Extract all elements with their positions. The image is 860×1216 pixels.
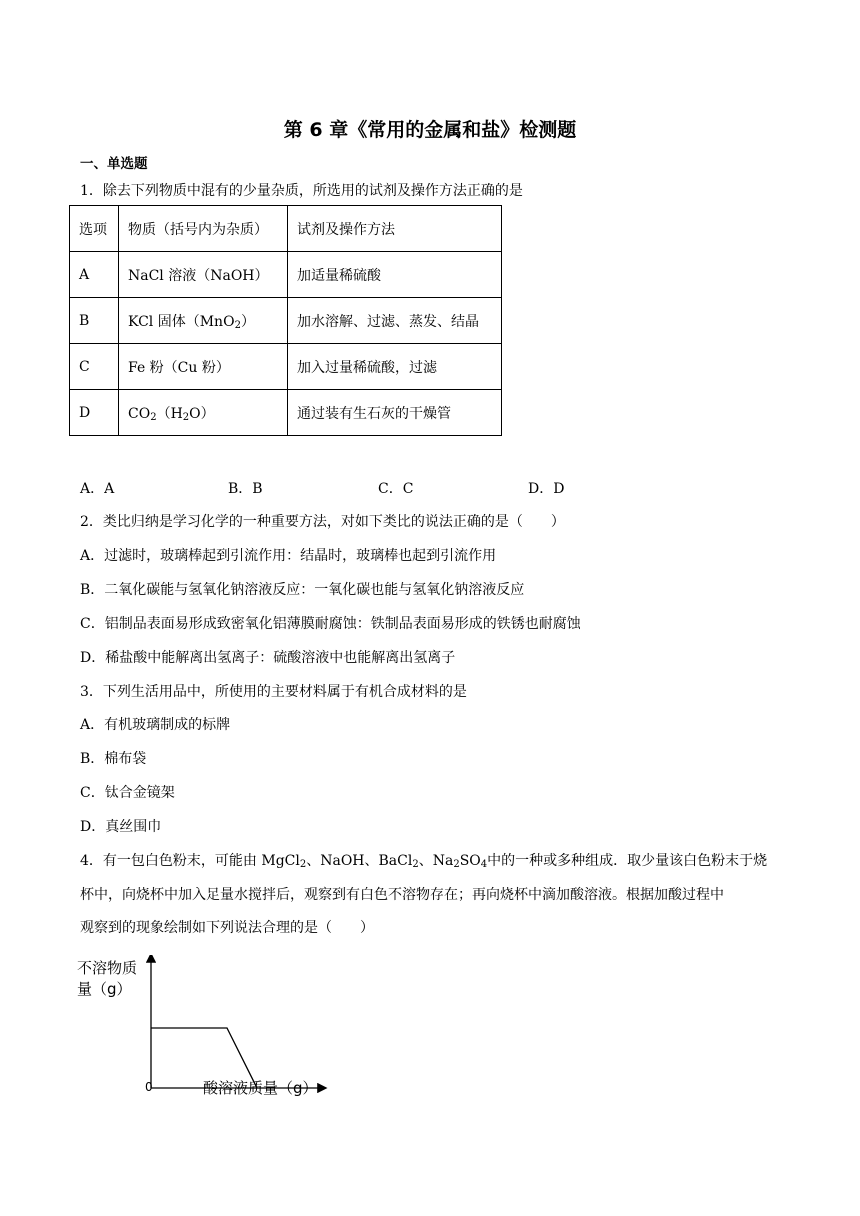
formula-text: O）: [189, 405, 215, 422]
x-axis-label: 酸溶液质量（g）: [203, 1079, 318, 1097]
table-cell: Fe 粉（Cu 粉）: [119, 344, 288, 390]
table-row: [70, 344, 502, 390]
q4-text: 、NaOH、BaCl: [306, 853, 413, 869]
answer-option-d: D．D: [528, 481, 565, 497]
subscript: 2: [412, 859, 419, 870]
q1-table: [69, 205, 502, 436]
subscript: 2: [182, 411, 190, 423]
table-cell: [119, 298, 288, 344]
table-header-cell: 选项: [70, 206, 119, 252]
table-cell: [119, 390, 288, 436]
q2-stem: 2．类比归纳是学习化学的一种重要方法，对如下类比的说法正确的是（ ）: [80, 514, 565, 530]
subscript: 2: [453, 859, 460, 870]
table-cell: 通过装有生石灰的干燥管: [288, 390, 502, 436]
answer-option-b: B．B: [228, 481, 263, 497]
q2-option-a: A．过滤时，玻璃棒起到引流作用：结晶时，玻璃棒也起到引流作用: [80, 548, 497, 564]
q4-text: SO: [459, 853, 481, 869]
table-cell: B: [70, 298, 119, 344]
q3-option-b: B．棉布袋: [80, 751, 147, 767]
formula-text: CO: [128, 405, 151, 422]
q4-stem-line2: 杯中，向烧杯中加入足量水搅拌后，观察到有白色不溶物存在；再向烧杯中滴加酸溶液。根据加酸过程中: [80, 887, 724, 903]
q3-option-d: D．真丝围巾: [80, 819, 162, 835]
subscript: 4: [480, 859, 488, 870]
answer-option-a: A．A: [80, 481, 115, 497]
subscript: 2: [150, 411, 157, 423]
q2-option-b: B．二氧化碳能与氢氧化钠溶液反应：一氧化碳也能与氢氧化钠溶液反应: [80, 582, 525, 598]
table-header-cell: 物质（括号内为杂质）: [119, 206, 288, 252]
y-axis-label-line2: 量（g）: [77, 980, 132, 998]
q4-stem-line3: 观察到的现象绘制如下列说法合理的是（ ）: [80, 920, 374, 936]
section-heading: 一、单选题: [80, 156, 148, 172]
q2-option-c: C．铝制品表面易形成致密氧化铝薄膜耐腐蚀：铁制品表面易形成的铁锈也耐腐蚀: [80, 616, 581, 632]
q4-text: 、Na: [418, 853, 454, 869]
q3-option-a: A．有机玻璃制成的标牌: [80, 717, 231, 733]
origin-label: 0: [145, 1080, 153, 1094]
y-axis-label-line1: 不溶物质: [77, 959, 138, 977]
answer-option-c: C．C: [378, 481, 414, 497]
table-row: [70, 390, 502, 436]
table-cell: C: [70, 344, 119, 390]
formula-text: ）: [240, 313, 255, 330]
subscript: 2: [234, 319, 241, 331]
table-cell: NaCl 溶液（NaOH）: [119, 252, 288, 298]
table-row: [70, 252, 502, 298]
q4-stem-line1: [80, 850, 767, 870]
table-cell: D: [70, 390, 119, 436]
table-row: [70, 206, 502, 252]
q2-option-d: D．稀盐酸中能解离出氢离子：硫酸溶液中也能解离出氢离子: [80, 650, 456, 666]
q4-text: 中的一种或多种组成．取少量该白色粉末于烧: [487, 853, 768, 869]
table-cell: 加适量稀硫酸: [288, 252, 502, 298]
table-cell: 加水溶解、过滤、蒸发、结晶: [288, 298, 502, 344]
table-header-cell: 试剂及操作方法: [288, 206, 502, 252]
q3-option-c: C．钛合金镜架: [80, 785, 175, 801]
table-cell: A: [70, 252, 119, 298]
q1-stem: 1．除去下列物质中混有的少量杂质，所选用的试剂及操作方法正确的是: [80, 183, 523, 199]
formula-text: （H: [156, 405, 183, 422]
table-row: [70, 298, 502, 344]
page-title: 第 6 章《常用的金属和盐》检测题: [283, 119, 577, 141]
q4-graph: [75, 955, 335, 1105]
q4-text: 4．有一包白色粉末，可能由 MgCl: [80, 853, 300, 869]
table-cell: 加入过量稀硫酸，过滤: [288, 344, 502, 390]
formula-text: KCl 固体（MnO: [128, 313, 235, 330]
subscript: 2: [299, 859, 307, 870]
q3-stem: 3．下列生活用品中，所使用的主要材料属于有机合成材料的是: [80, 684, 467, 700]
